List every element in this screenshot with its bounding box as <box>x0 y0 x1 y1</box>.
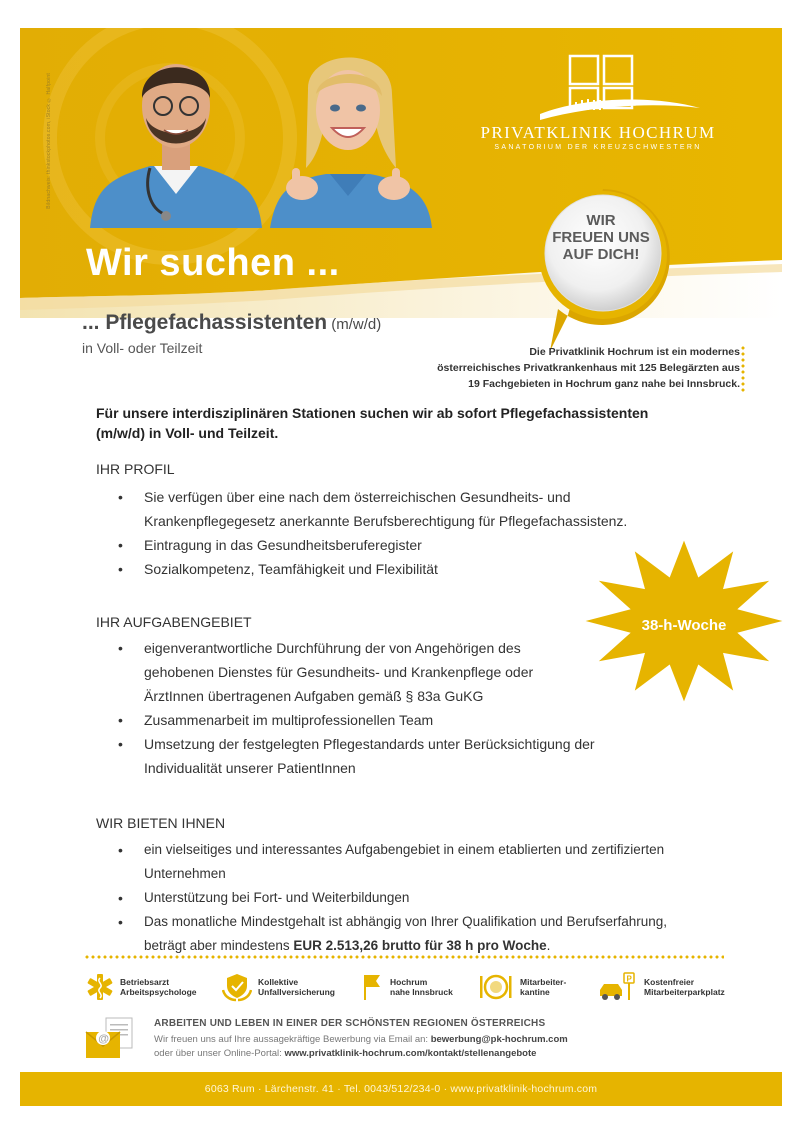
bubble-line: FREUEN UNS <box>552 229 650 246</box>
benefit-label: Kollektive Unfallversicherung <box>258 977 335 997</box>
benefit-unfallversicherung <box>222 970 335 1004</box>
speech-bubble <box>528 183 678 353</box>
portal-link[interactable]: www.privatklinik-hochrum.com/kontakt/stellenangebote <box>284 1048 537 1059</box>
job-title-gender: (m/w/d) <box>327 316 382 333</box>
aufgaben-list <box>116 636 595 780</box>
clinic-description <box>430 344 740 392</box>
list-item: • Zusammenarbeit im multiprofessionellen Team <box>116 708 595 732</box>
job-title-text: Pflegefachassistenten <box>105 311 328 334</box>
list-item: • eigenverantwortliche Durchführung der von Angehörigen des gehobenen Dienstes für Gesundheits- und Krankenpflege oder ÄrztInnen übertragenen Aufgaben gemäß § 83a GuKG <box>116 636 595 708</box>
profil-heading: IHR PROFIL <box>96 461 175 477</box>
contact-portal-line: oder über unser Online-Portal: www.privatklinik-hochrum.com/kontakt/stellenangebote <box>154 1048 537 1059</box>
list-item: • Das monatliche Mindestgehalt ist abhängig von Ihrer Qualifikation und Berufserfahrung, beträgt aber mindestens EUR 2.513,26 brutto für 38 h pro Woche. <box>116 910 667 958</box>
flag-icon <box>360 972 384 1002</box>
staff-photo <box>80 28 460 228</box>
bubble-line: AUF DICH! <box>562 246 640 263</box>
dotted-divider <box>741 345 745 393</box>
bieten-list <box>116 838 667 958</box>
benefit-label: Kostenfreier Mitarbeiterparkplatz <box>644 977 725 997</box>
benefit-parkplatz <box>598 970 725 1004</box>
dotted-divider <box>84 955 724 959</box>
email-document-icon <box>84 1016 136 1060</box>
footer-bar <box>20 1072 782 1106</box>
svg-text:P: P <box>626 974 632 984</box>
contact-title: ARBEITEN UND LEBEN IN EINER DER SCHÖNSTEN REGIONEN ÖSTERREICHS <box>154 1018 546 1029</box>
clinic-logo <box>540 50 700 122</box>
job-title-prefix: ... <box>82 311 106 334</box>
clinic-subtitle: SANATORIUM DER KREUZSCHWESTERN <box>494 144 702 151</box>
hours-badge-label: 38-h-Woche <box>641 617 727 634</box>
list-item: • Sozialkompetenz, Teamfähigkeit und Flexibilität <box>116 557 627 581</box>
footer-address: 6063 Rum · Lärchenstr. 41 · Tel. 0043/512/234-0 · www.privatklinik-hochrum.com <box>204 1083 598 1095</box>
benefit-label: Betriebsarzt Arbeitspsychologe <box>120 977 197 997</box>
page-headline: Wir suchen ... <box>86 242 340 284</box>
email-link[interactable]: bewerbung@pk-hochrum.com <box>430 1034 568 1045</box>
benefit-label: Hochrum nahe Innsbruck <box>390 977 453 997</box>
plate-cutlery-icon <box>478 972 514 1002</box>
clinic-name: PRIVATKLINIK HOCHRUM <box>480 123 716 142</box>
shield-hands-icon <box>222 972 252 1002</box>
list-item: • Eintragung in das Gesundheitsberuferegister <box>116 533 627 557</box>
job-title <box>82 311 381 335</box>
aufgaben-heading: IHR AUFGABENGEBIET <box>96 614 252 630</box>
list-item: • Sie verfügen über eine nach dem österreichischen Gesundheits- und Krankenpflegegesetz anerkannte Berufsberechtigung für Pflegefachassistenz. <box>116 485 627 533</box>
intro-text: Für unsere interdisziplinären Stationen suchen wir ab sofort Pflegefachassistenten (m/w/d) in Voll- und Teilzeit. <box>96 405 649 441</box>
description-line: österreichisches Privatkrankenhaus mit 125 Belegärzten aus <box>437 362 740 374</box>
benefit-betriebsarzt <box>86 970 197 1004</box>
benefit-hochrum <box>360 970 453 1004</box>
description-line: 19 Fachgebieten in Hochrum ganz nahe bei Innsbruck. <box>468 378 740 390</box>
job-subtitle: in Voll- oder Teilzeit <box>82 340 203 356</box>
contact-email-line: Wir freuen uns auf Ihre aussagekräftige Bewerbung via Email an: bewerbung@pk-hochrum.com <box>154 1034 568 1045</box>
bieten-heading: WIR BIETEN IHNEN <box>96 815 226 831</box>
benefit-kantine <box>478 970 566 1004</box>
description-line: Die Privatklinik Hochrum ist ein modernes <box>529 346 740 358</box>
list-item: • ein vielseitiges und interessantes Aufgabengebiet in einem etablierten und zertifizierten Unternehmen <box>116 838 667 886</box>
car-parking-icon <box>598 972 638 1002</box>
bubble-text <box>540 212 662 263</box>
list-item: • Umsetzung der festgelegten Pflegestandards unter Berücksichtigung der Individualität unserer PatientInnen <box>116 732 595 780</box>
photo-credit: Bildnachweis: thinkstockphotos.com, iStock © Halfpoint <box>46 73 52 209</box>
medical-star-icon <box>86 972 114 1002</box>
profil-list <box>116 485 627 581</box>
bubble-line: WIR <box>586 212 616 229</box>
list-item: • Unterstützung bei Fort- und Weiterbildungen <box>116 886 667 910</box>
svg-text:@: @ <box>98 1033 109 1045</box>
benefit-label: Mitarbeiter- kantine <box>520 977 567 997</box>
salary-highlight: EUR 2.513,26 brutto für 38 h pro Woche <box>293 938 547 953</box>
